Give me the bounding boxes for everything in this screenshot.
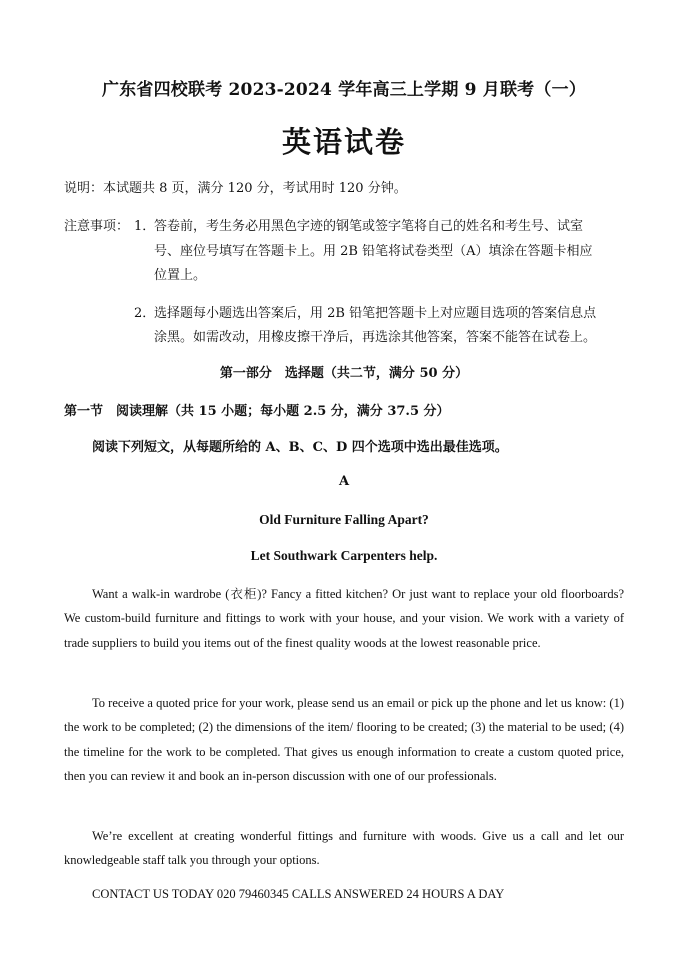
contact-line: CONTACT US TODAY 020 79460345 CALLS ANSWERED 24 HOURS A DAY — [92, 887, 505, 901]
exam-title: 广东省四校联考 2023-2024 学年高三上学期 9 月联考（一） — [102, 80, 586, 100]
paragraph-2-text: To receive a quoted price for your work, please send us an email or pick up the phone and let us know: (1) the work to be completed; (2) the dimensions of the item/ flooring to be created; (3) the material to be used; (4) the timeline for the work to be completed. That gives us enough information to create a custom quoted price, then you can review it and book an in-person discussion with one of our professionals. — [64, 696, 624, 784]
item2-line2: 涂黑。如需改动，用橡皮擦干净后，再选涂其他答案，答案不能答在试卷上。 — [154, 330, 597, 345]
passage-paragraph-3 — [64, 824, 624, 873]
attention-label: 注意事项： — [64, 219, 130, 234]
passage-paragraph-1 — [64, 582, 624, 655]
paragraph-3-text: We’re excellent at creating wonderful fittings and furniture with woods. Give us a call and let our knowledgeable staff talk you through your options. — [64, 829, 624, 868]
paragraph-1-text: Want a walk-in wardrobe (衣柜)? Fancy a fitted kitchen? Or just want to replace your old floorboards? We custom-build furniture and fittings to work with your house, and your vision. We work with a variety of trade suppliers to build you items out of the finest quality woods at the lowest reasonable price. — [64, 587, 624, 650]
item1-line2: 号、座位号填写在答题卡上。用 2B 铅笔将试卷类型（A）填涂在答题卡相应 — [154, 244, 593, 259]
reading-direction: 阅读下列短文，从每题所给的 A、B、C、D 四个选项中选出最佳选项。 — [92, 440, 508, 455]
item1-line1: 答卷前，考生务必用黑色字迹的钢笔或签字笔将自己的姓名和考生号、试室 — [154, 219, 584, 234]
item2-number: 2． — [134, 306, 156, 321]
item2-line1: 选择题每小题选出答案后，用 2B 铅笔把答题卡上对应题目选项的答案信息点 — [154, 306, 597, 321]
ad-headline: Old Furniture Falling Apart? — [259, 512, 429, 527]
item1-number: 1． — [134, 219, 156, 234]
passage-paragraph-2 — [64, 691, 624, 789]
item1-line3: 位置上。 — [154, 268, 207, 283]
exam-note: 说明：本试题共 8 页，满分 120 分，考试用时 120 分钟。 — [64, 181, 407, 196]
passage-label: A — [338, 474, 350, 489]
part-heading: 第一部分 选择题（共二节，满分 50 分） — [219, 366, 469, 381]
subsection-heading: 第一节 阅读理解（共 15 小题；每小题 2.5 分，满分 37.5 分） — [64, 404, 450, 419]
paper-title: 英语试卷 — [281, 125, 406, 159]
ad-subheadline: Let Southwark Carpenters help. — [250, 548, 438, 563]
